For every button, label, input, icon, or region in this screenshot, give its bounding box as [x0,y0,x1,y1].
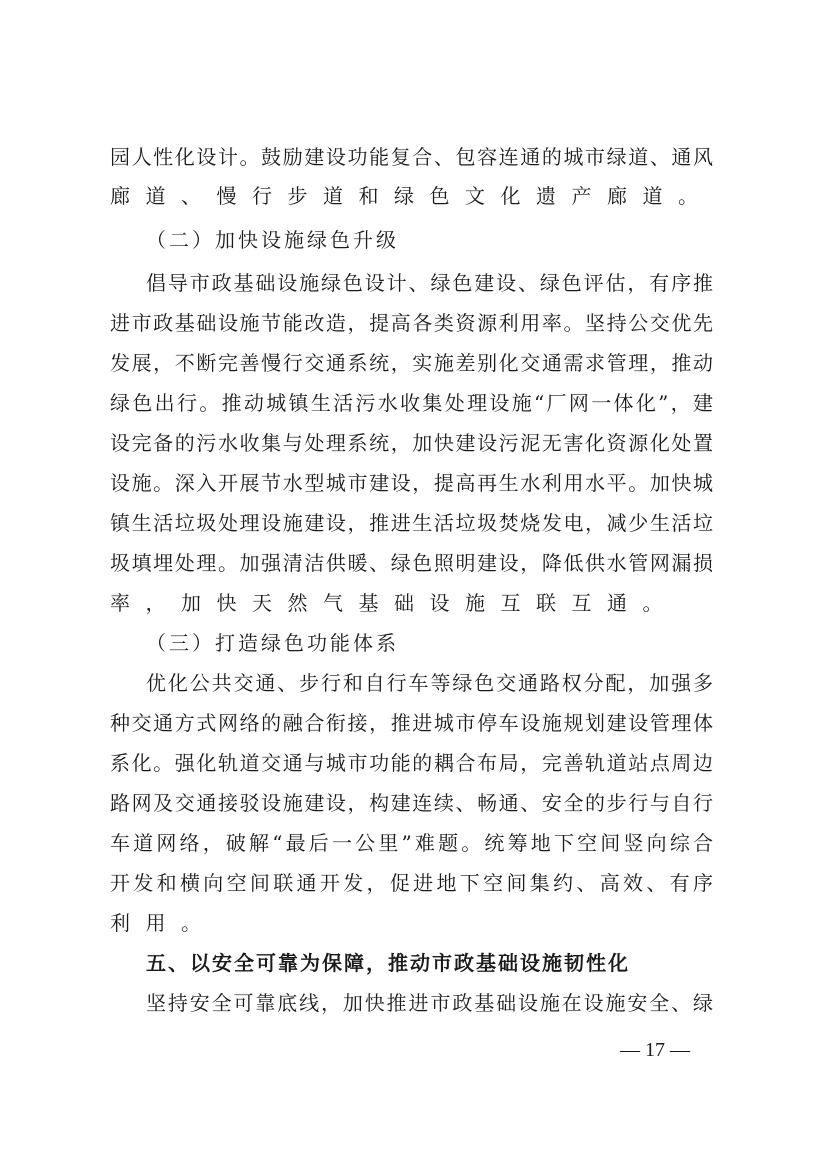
section-heading: 五、以安全可靠为保障，推动市政基础设施韧性化 [146,951,630,975]
body-text-line: 优化公共交通、步行和自行车等绿色交通路权分配，加强多 [146,671,713,695]
body-text-line: 进市政基础设施节能改造，提高各类资源利用率。坚持公交优先 [110,311,713,335]
body-text-line: 发展，不断完善慢行交通系统，实施差别化交通需求管理，推动 [110,351,713,375]
body-text-line: 绿色出行。推动城镇生活污水收集处理设施“厂网一体化”，建 [110,391,713,415]
body-text-line: 种交通方式网络的融合衔接，推进城市停车设施规划建设管理体 [110,711,713,735]
body-text-line: 倡导市政基础设施绿色设计、绿色建设、绿色评估，有序推 [146,271,713,295]
body-text-line: 圾填埋处理。加强清洁供暖、绿色照明建设，降低供水管网漏损 [110,551,713,575]
section-subheading: （二）加快设施绿色升级 [146,228,399,252]
body-text-line: 车道网络，破解“最后一公里”难题。统筹地下空间竖向综合 [110,831,713,855]
body-text-line: 路网及交通接驳设施建设，构建连续、畅通、安全的步行与自行 [110,791,713,815]
body-text-line: 系化。强化轨道交通与城市功能的耦合布局，完善轨道站点周边 [110,751,713,775]
body-text-line: 镇生活垃圾处理设施建设，推进生活垃圾焚烧发电，减少生活垃 [110,511,713,535]
body-text-line: 廊道、慢行步道和绿色文化遗产廊道。 [110,184,714,208]
body-text-line: 设施。深入开展节水型城市建设，提高再生水利用水平。加快城 [110,471,713,495]
body-text-line: 率，加快天然气基础设施互联互通。 [110,591,678,615]
body-text-line: 园人性化设计。鼓励建设功能复合、包容连通的城市绿道、通风 [110,145,713,169]
body-text-line: 开发和横向空间联通开发，促进地下空间集约、高效、有序 [110,871,713,895]
body-text-line: 设完备的污水收集与处理系统，加快建设污泥无害化资源化处置 [110,431,713,455]
section-subheading: （三）打造绿色功能体系 [146,631,399,655]
body-text-line: 利用。 [110,911,217,935]
body-text-line: 坚持安全可靠底线，加快推进市政基础设施在设施安全、绿 [146,991,713,1015]
page-number: — 17 — [620,1039,690,1061]
